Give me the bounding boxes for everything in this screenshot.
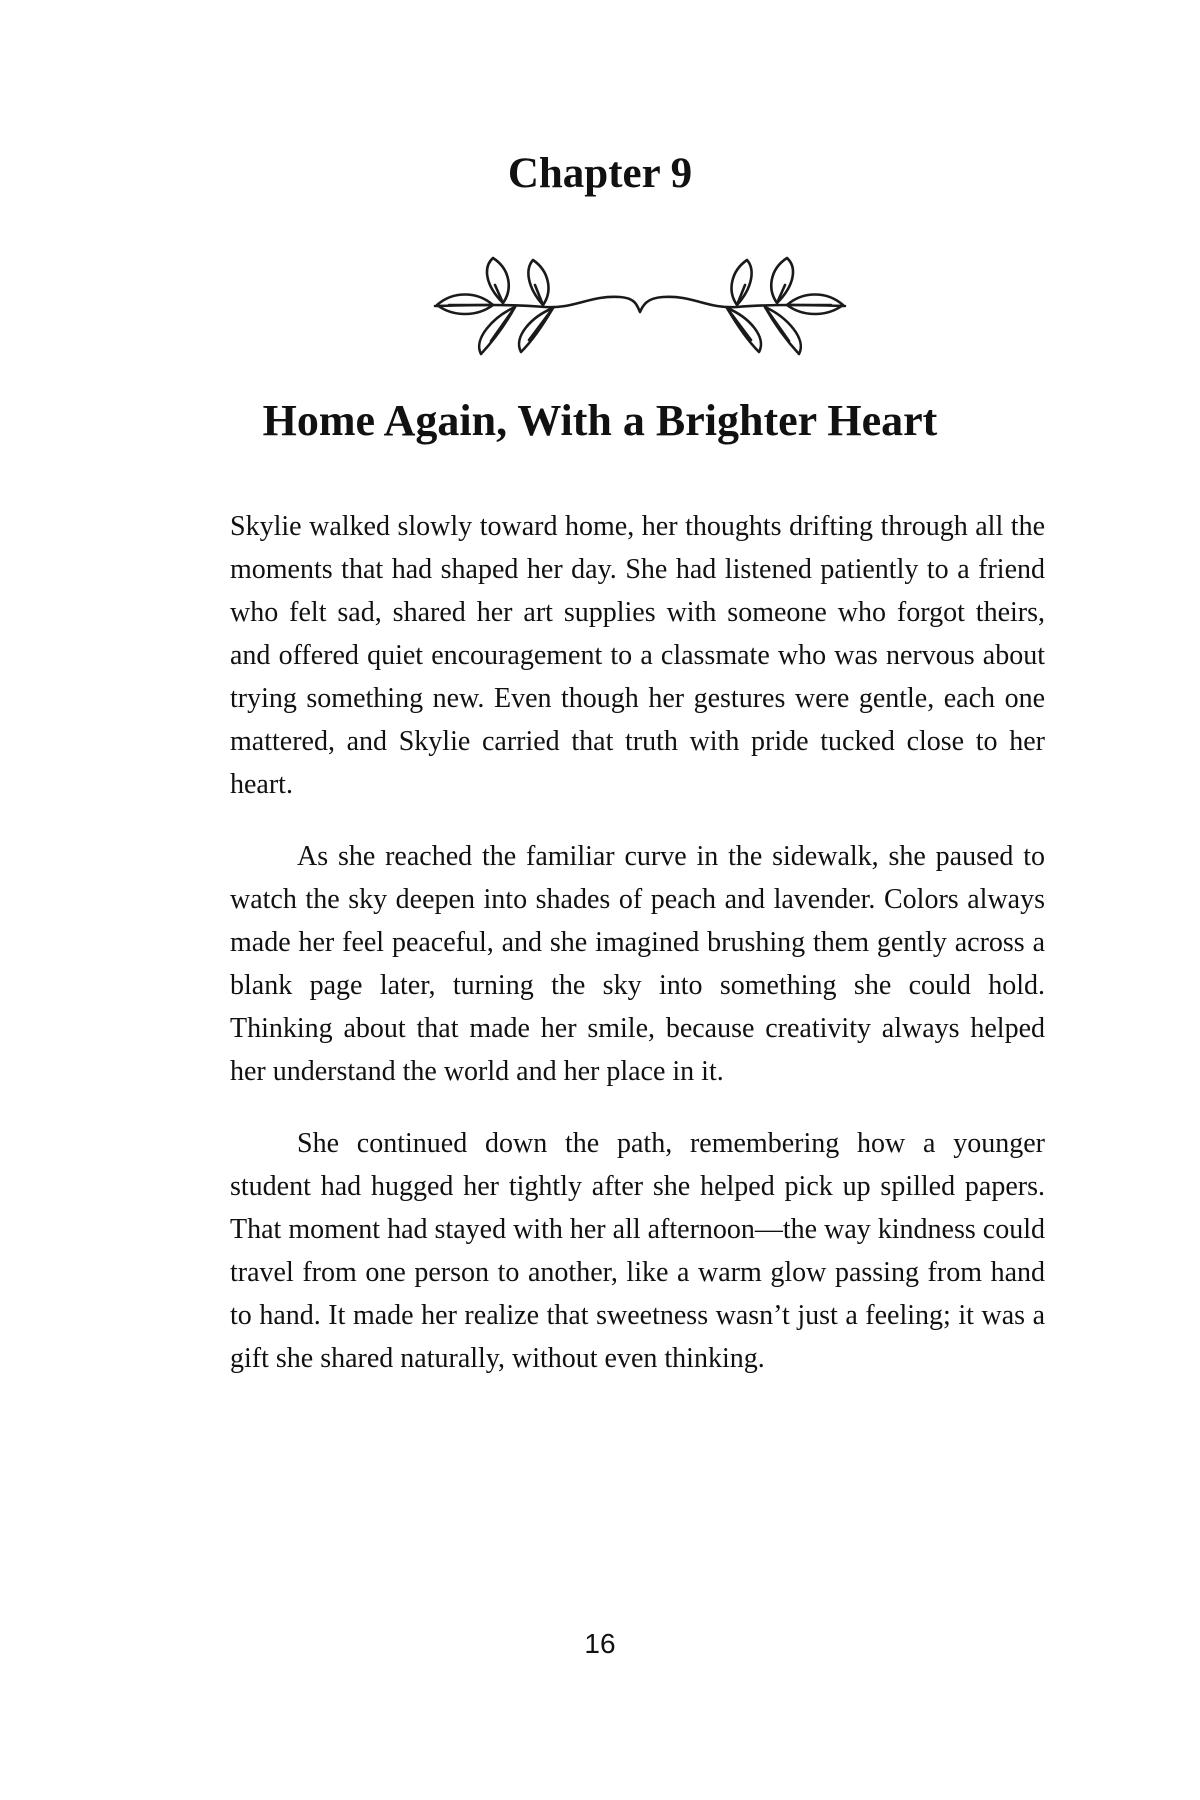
- leaf: [732, 260, 752, 305]
- vine-stem: [435, 297, 845, 312]
- leafy-vine-divider-icon: [415, 255, 865, 360]
- paragraph: She continued down the path, remembering how a younger student had hugged her tightly after she helped pick up spilled papers. That moment had stayed with her all afternoon—the way kindness could travel from one person to another, like a warm glow passing from hand to hand. It made her realize that sweetness wasn’t just a feeling; it was a gift she shared naturally, without even thinking.: [230, 1128, 1045, 1374]
- chapter-title: Home Again, With a Brighter Heart: [262, 396, 938, 445]
- chapter-number: Chapter 9: [507, 150, 693, 197]
- paragraph: Skylie walked slowly toward home, her thoughts drifting through all the moments that had shaped her day. She had listened patiently to a friend who felt sad, shared her art supplies with someone who forgot theirs, and offered quiet encouragement to a classmate who was nervous about trying something new. Even though her gestures were gentle, each one mattered, and Skylie carried that truth with pride tucked close to her heart.: [230, 511, 1045, 800]
- leaf: [771, 258, 793, 303]
- page-number: 16: [584, 1628, 616, 1659]
- leaf: [528, 260, 548, 305]
- paragraph: As she reached the familiar curve in the sidewalk, she paused to watch the sky deepen into shades of peach and lavender. Colors always made her feel peaceful, and she imagined brushing them gently across a blank page later, turning the sky into something she could hold. Thinking about that made her smile, because creativity always helped her understand the world and her place in it.: [230, 841, 1045, 1087]
- chapter-body: [230, 505, 1045, 1409]
- leaf: [487, 258, 509, 303]
